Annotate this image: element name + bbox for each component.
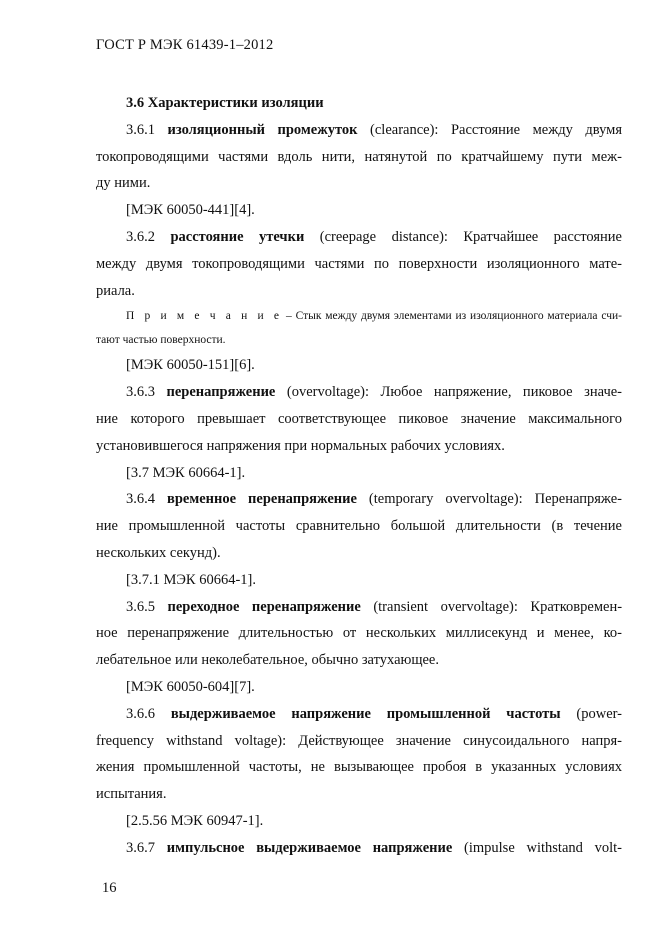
- term-3-6-3-line-1: [96, 379, 622, 406]
- term-3-6-1-line-1: [96, 117, 622, 144]
- term-3-6-4-line-2: ние промышленной частоты сравнительно большой длительности (в течение: [96, 518, 622, 535]
- term-3-6-2-line-3: риала.: [96, 282, 135, 299]
- section-heading: 3.6 Характеристики изоляции: [126, 95, 324, 111]
- term-name: выдерживаемое напряжение промышленной частоты: [170, 705, 561, 722]
- term-3-6-5-line-1: [96, 594, 622, 621]
- term-name: перенапряжение: [166, 384, 276, 401]
- reference: [МЭК 60050-151][6].: [126, 357, 255, 374]
- term-number: 3.6.7: [126, 839, 155, 856]
- term-name: переходное перенапряжение: [167, 598, 361, 615]
- term-number: 3.6.3: [126, 384, 155, 401]
- term-3-6-1-line-2: токопроводящими частями вдоль нити, натянутой по кратчайшему пути меж-: [96, 148, 622, 165]
- reference: [МЭК 60050-441][4].: [126, 202, 255, 219]
- reference: [3.7.1 МЭК 60664-1].: [126, 571, 256, 588]
- term-3-6-6-line-3: жения промышленной частоты, не вызывающее пробоя в указанных условиях: [96, 759, 622, 776]
- reference: [3.7 МЭК 60664-1].: [126, 464, 246, 481]
- term-name: импульсное выдерживаемое напряжение: [166, 839, 453, 856]
- term-name: изоляционный промежуток: [167, 121, 358, 138]
- term-name: расстояние утечки: [170, 228, 305, 245]
- term-definition: Расстояние между двумя: [450, 121, 623, 138]
- term-name: временное перенапряжение: [167, 491, 357, 508]
- term-3-6-6-line-4: испытания.: [96, 786, 167, 803]
- term-number: 3.6.4: [126, 491, 155, 508]
- term-3-6-5-line-3: лебательное или неколебательное, обычно затухающее.: [96, 652, 439, 669]
- term-number: 3.6.6: [126, 705, 155, 722]
- term-english: (clearance):: [370, 121, 439, 138]
- term-english: (creepage distance):: [319, 228, 448, 245]
- term-definition: Кратковремен-: [530, 598, 623, 615]
- term-english: (impulse withstand volt-: [464, 839, 622, 856]
- document-header: ГОСТ Р МЭК 61439-1–2012: [96, 37, 274, 53]
- note-line-2: тают частью поверхности.: [96, 334, 226, 347]
- term-3-6-2-line-2: между двумя токопроводящими частями по поверхности изоляционного мате-: [96, 255, 622, 272]
- term-number: 3.6.1: [126, 121, 155, 138]
- note-line-1: [96, 304, 622, 328]
- note-text: – Стык между двумя элементами из изоляционного материала счи-: [285, 310, 622, 323]
- term-3-6-7-line-1: [96, 835, 622, 862]
- term-3-6-4-line-3: нескольких секунд).: [96, 544, 221, 561]
- term-english: (power-: [576, 705, 622, 722]
- page-number: 16: [102, 880, 117, 896]
- term-number: 3.6.2: [126, 228, 155, 245]
- note-label: П р и м е ч а н и е: [126, 310, 283, 323]
- term-english: (temporary overvoltage):: [368, 491, 523, 508]
- term-3-6-6-line-2: frequency withstand voltage): Действующее значение синусоидального напря-: [96, 732, 622, 749]
- term-3-6-5-line-2: ное перенапряжение длительностью от нескольких миллисекунд и менее, ко-: [96, 625, 622, 642]
- term-definition: Перенапряже-: [534, 491, 622, 508]
- term-english: (transient overvoltage):: [373, 598, 518, 615]
- term-3-6-3-line-2: ние которого превышает соответствующее пиковое значение максимального: [96, 410, 622, 427]
- term-number: 3.6.5: [126, 598, 155, 615]
- document-body: [96, 90, 622, 862]
- term-english: (overvoltage):: [286, 384, 370, 401]
- term-3-6-4-line-1: [96, 486, 622, 513]
- term-3-6-1-line-3: ду ними.: [96, 175, 151, 192]
- reference: [МЭК 60050-604][7].: [126, 678, 255, 695]
- term-3-6-6-line-1: [96, 701, 622, 728]
- term-definition: Кратчайшее расстояние: [463, 228, 622, 245]
- reference: [2.5.56 МЭК 60947-1].: [126, 812, 264, 829]
- term-definition: Любое напряжение, пиковое значе-: [380, 384, 623, 401]
- term-3-6-3-line-3: установившегося напряжения при нормальных рабочих условиях.: [96, 437, 505, 454]
- term-3-6-2-line-1: [96, 224, 622, 251]
